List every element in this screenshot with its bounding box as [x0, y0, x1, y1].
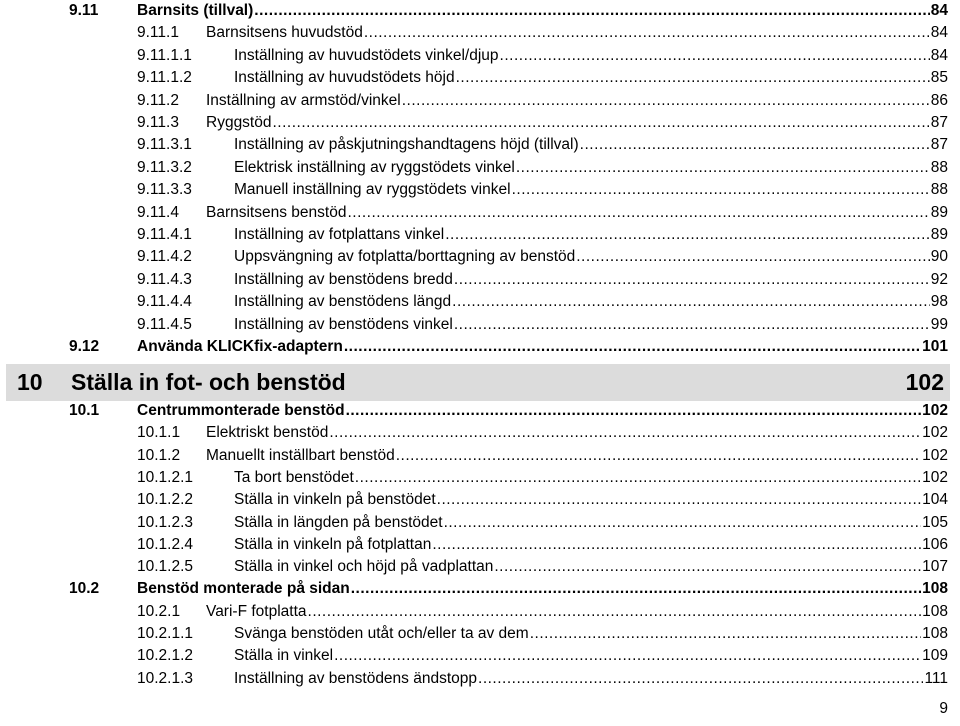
toc-entry-number: 9.11.3.3	[137, 181, 192, 199]
dot-leader	[334, 645, 921, 667]
toc-entry-title-line	[206, 90, 948, 112]
dot-leader	[456, 67, 930, 89]
toc-entry-title: Manuell inställning av ryggstödets vinkel	[234, 181, 511, 199]
toc-entry-number: 10.1.2.5	[137, 558, 194, 576]
toc-entry-page: 108	[922, 602, 948, 620]
toc-entry-page: 108	[922, 625, 948, 642]
toc-entry-page: 102	[922, 402, 948, 419]
chapter-number: 10	[17, 369, 43, 395]
toc-entry-title: Elektrisk inställning av ryggstödets vinkel	[234, 158, 515, 176]
toc-entry-title-line	[234, 534, 948, 556]
toc-entry-title-line	[234, 224, 948, 246]
toc-entry[interactable]	[0, 157, 960, 179]
toc-entry[interactable]	[0, 90, 960, 112]
toc-entry-number: 10.2.1.1	[137, 625, 194, 642]
toc-entry[interactable]	[0, 512, 960, 534]
toc-entry-page: 90	[930, 248, 948, 266]
dot-leader	[364, 22, 930, 44]
toc-entry-page: 84	[930, 2, 948, 19]
toc-entry-number: 9.11.4.5	[137, 315, 192, 333]
dot-leader	[494, 556, 921, 578]
toc-entry-page: 89	[930, 226, 948, 243]
toc-entry-title-line	[206, 22, 948, 44]
toc-entry-number: 10.2.1.3	[137, 669, 194, 687]
toc-entry-number: 10.1.1	[137, 424, 181, 442]
toc-entry-number: 9.11.2	[137, 91, 179, 109]
toc-entry-title: Ställa in längden på benstödet	[234, 513, 443, 531]
toc-entry-title: Ställa in vinkel och höjd på vadplattan	[234, 558, 494, 576]
toc-entry-title: Vari-F fotplatta	[206, 602, 307, 620]
toc-entry-page: 85	[930, 69, 948, 87]
toc-entry[interactable]	[0, 534, 960, 556]
toc-entry-title-line	[234, 179, 948, 201]
toc-entry-title: Centrummonterade benstöd	[137, 402, 345, 419]
toc-entry-title: Inställning av benstödens längd	[234, 293, 452, 311]
dot-leader	[580, 134, 930, 156]
toc-entry[interactable]	[0, 291, 960, 313]
dot-leader	[530, 623, 921, 645]
dot-leader	[402, 90, 930, 112]
toc-entry-title-line	[137, 0, 948, 22]
toc-entry-title: Benstöd monterade på sidan	[137, 580, 350, 598]
toc-entry-title: Inställning av påskjutningshandtagens höjd (tillval)	[234, 136, 579, 154]
toc-entry-page: 84	[930, 24, 948, 42]
toc-entry[interactable]	[0, 0, 960, 22]
toc-entry-title-line	[137, 578, 948, 600]
toc-entry-title: Inställning av huvudstödets höjd	[234, 69, 455, 87]
toc-entry-title: Uppsvängning av fotplatta/borttagning av benstöd	[234, 248, 576, 266]
dot-leader	[512, 179, 930, 201]
toc-entry-title-line	[206, 445, 948, 467]
toc-entry-title: Inställning av huvudstödets vinkel/djup	[234, 46, 499, 64]
toc-entry-number: 9.12	[69, 338, 100, 355]
toc-entry-number: 9.11.1	[137, 24, 179, 42]
dot-leader	[346, 400, 922, 422]
toc-entry[interactable]	[0, 400, 960, 422]
toc-entry-title-line	[234, 512, 948, 534]
chapter-heading[interactable]	[6, 364, 950, 401]
dot-leader	[344, 336, 921, 358]
toc-entry-number: 9.11.4.1	[137, 226, 192, 243]
toc-entry[interactable]	[0, 112, 960, 134]
toc-entry-title-line	[206, 422, 948, 444]
toc-entry-page: 102	[922, 424, 948, 442]
toc-entry-title: Inställning av benstödens bredd	[234, 270, 453, 288]
toc-entry-number: 10.1.2.4	[137, 535, 194, 553]
toc-entry-title-line	[234, 645, 948, 667]
toc-entry-title: Använda KLICKfix-adaptern	[137, 338, 343, 355]
toc-entry[interactable]	[0, 467, 960, 489]
toc-entry-title-line	[234, 623, 948, 645]
toc-entry-title-line	[234, 291, 948, 313]
toc-entry-title-line	[234, 45, 948, 67]
toc-entry-page: 107	[922, 558, 948, 576]
toc-entry[interactable]	[0, 489, 960, 511]
dot-leader	[478, 668, 923, 690]
toc-entry-title-line	[206, 601, 948, 623]
toc-entry-page: 92	[930, 270, 948, 288]
toc-entry-title-line	[206, 112, 948, 134]
toc-entry[interactable]	[0, 314, 960, 336]
toc-entry-page: 102	[922, 446, 948, 464]
toc-entry[interactable]	[0, 67, 960, 89]
toc-entry-number: 9.11.4.2	[137, 248, 192, 266]
toc-entry-title-line	[234, 668, 948, 690]
toc-entry-title: Ställa in vinkel	[234, 647, 334, 665]
toc-entry-title: Inställning av benstödens vinkel	[234, 315, 453, 333]
toc-entry-title: Svänga benstöden utåt och/eller ta av dem	[234, 625, 529, 642]
toc-entry-title: Manuellt inställbart benstöd	[206, 446, 395, 464]
toc-entry-page: 99	[930, 315, 948, 333]
dot-leader	[329, 422, 921, 444]
toc-entry-page: 98	[930, 293, 948, 311]
toc-entry-title: Ryggstöd	[206, 114, 272, 131]
dot-leader	[454, 314, 930, 336]
toc-entry-title-line	[234, 556, 948, 578]
toc-entry-number: 10.2	[69, 580, 100, 598]
toc-entry-page: 88	[930, 181, 948, 199]
toc-entry-title-line	[234, 157, 948, 179]
toc-entry-title-line	[206, 202, 948, 224]
dot-leader	[454, 269, 930, 291]
dot-leader	[445, 224, 930, 246]
toc-entry-page: 106	[922, 535, 948, 553]
toc-entry-title-line	[234, 269, 948, 291]
page-number: 9	[939, 700, 948, 717]
chapter-page: 102	[905, 369, 944, 395]
toc-entry-number: 9.11.4	[137, 203, 179, 221]
toc-entry-page: 87	[930, 136, 948, 154]
toc-entry-page: 101	[922, 338, 948, 355]
dot-leader	[432, 534, 921, 556]
dot-leader	[500, 45, 930, 67]
toc-entry-number: 9.11.4.3	[137, 270, 192, 288]
toc-entry[interactable]	[0, 45, 960, 67]
toc-entry-page: 105	[922, 513, 948, 531]
dot-leader	[444, 512, 922, 534]
toc-entry-title: Elektriskt benstöd	[206, 424, 329, 442]
toc-entry[interactable]	[0, 202, 960, 224]
dot-leader	[516, 157, 930, 179]
toc-entry[interactable]	[0, 179, 960, 201]
toc-entry-title: Ställa in vinkeln på fotplattan	[234, 535, 432, 553]
toc-entry-number: 9.11.1.2	[137, 69, 192, 87]
toc-entry-title: Inställning av fotplattans vinkel	[234, 226, 445, 243]
dot-leader	[396, 445, 921, 467]
dot-leader	[452, 291, 930, 313]
toc-entry-page: 111	[924, 669, 948, 687]
toc-entry-page: 108	[922, 580, 948, 598]
toc-entry[interactable]	[0, 445, 960, 467]
toc-entry-title: Ställa in vinkeln på benstödet	[234, 491, 436, 509]
toc-entry-number: 9.11.3.2	[137, 158, 192, 176]
dot-leader	[347, 202, 929, 224]
toc-entry-title-line	[234, 489, 948, 511]
dot-leader	[254, 0, 929, 22]
toc-entry-number: 10.1.2.2	[137, 491, 194, 509]
toc-entry-title-line	[234, 467, 948, 489]
toc-entry-number: 10.2.1	[137, 602, 181, 620]
toc-entry-page: 89	[930, 203, 948, 221]
toc-entry-title: Inställning av benstödens ändstopp	[234, 669, 478, 687]
chapter-title: Ställa in fot- och benstöd	[71, 369, 346, 395]
toc-entry[interactable]	[0, 668, 960, 690]
toc-entry-page: 102	[922, 468, 948, 486]
toc-entry[interactable]	[0, 556, 960, 578]
toc-entry[interactable]	[0, 336, 960, 358]
toc-entry-title-line	[234, 246, 948, 268]
toc-entry-page: 87	[930, 114, 948, 131]
toc-entry-page: 88	[930, 158, 948, 176]
toc-entry[interactable]	[0, 422, 960, 444]
dot-leader	[437, 489, 921, 511]
toc-entry-title: Ta bort benstödet	[234, 468, 354, 486]
toc-entry[interactable]	[0, 134, 960, 156]
toc-entry-title: Inställning av armstöd/vinkel	[206, 91, 401, 109]
toc-entry-number: 9.11.3.1	[137, 136, 192, 154]
dot-leader	[355, 467, 921, 489]
toc-entry-page: 84	[930, 46, 948, 64]
toc-entry-page: 86	[930, 91, 948, 109]
toc-entry-number: 10.1	[69, 402, 100, 419]
toc-entry-title-line	[137, 336, 948, 358]
toc-entry-number: 9.11.1.1	[137, 46, 192, 64]
toc-entry[interactable]	[0, 246, 960, 268]
toc-entry[interactable]	[0, 269, 960, 291]
toc-entry-title: Barnsitsens benstöd	[206, 203, 347, 221]
toc-entry-number: 10.1.2.1	[137, 468, 194, 486]
toc-entry[interactable]	[0, 645, 960, 667]
toc-entry[interactable]	[0, 601, 960, 623]
toc-entry-number: 9.11.3	[137, 114, 179, 131]
toc-entry-title-line	[234, 314, 948, 336]
dot-leader	[308, 601, 922, 623]
toc-entry-page: 109	[922, 647, 948, 665]
toc-entry-number: 10.1.2.3	[137, 513, 194, 531]
toc-entry[interactable]	[0, 578, 960, 600]
dot-leader	[351, 578, 921, 600]
toc-entry-number: 9.11.4.4	[137, 293, 192, 311]
toc-entry-number: 9.11	[69, 2, 99, 19]
toc-entry-title-line	[234, 67, 948, 89]
toc-entry-page: 104	[922, 491, 948, 509]
toc-entry[interactable]	[0, 22, 960, 44]
toc-entry-title-line	[137, 400, 948, 422]
toc-entry[interactable]	[0, 224, 960, 246]
dot-leader	[272, 112, 929, 134]
toc-entry-number: 10.2.1.2	[137, 647, 194, 665]
toc-entry-title: Barnsitsens huvudstöd	[206, 24, 363, 42]
toc-entry-title: Barnsits (tillval)	[137, 2, 254, 19]
toc-entry[interactable]	[0, 623, 960, 645]
toc-entry-number: 10.1.2	[137, 446, 181, 464]
toc-entry-title-line	[234, 134, 948, 156]
dot-leader	[576, 246, 930, 268]
